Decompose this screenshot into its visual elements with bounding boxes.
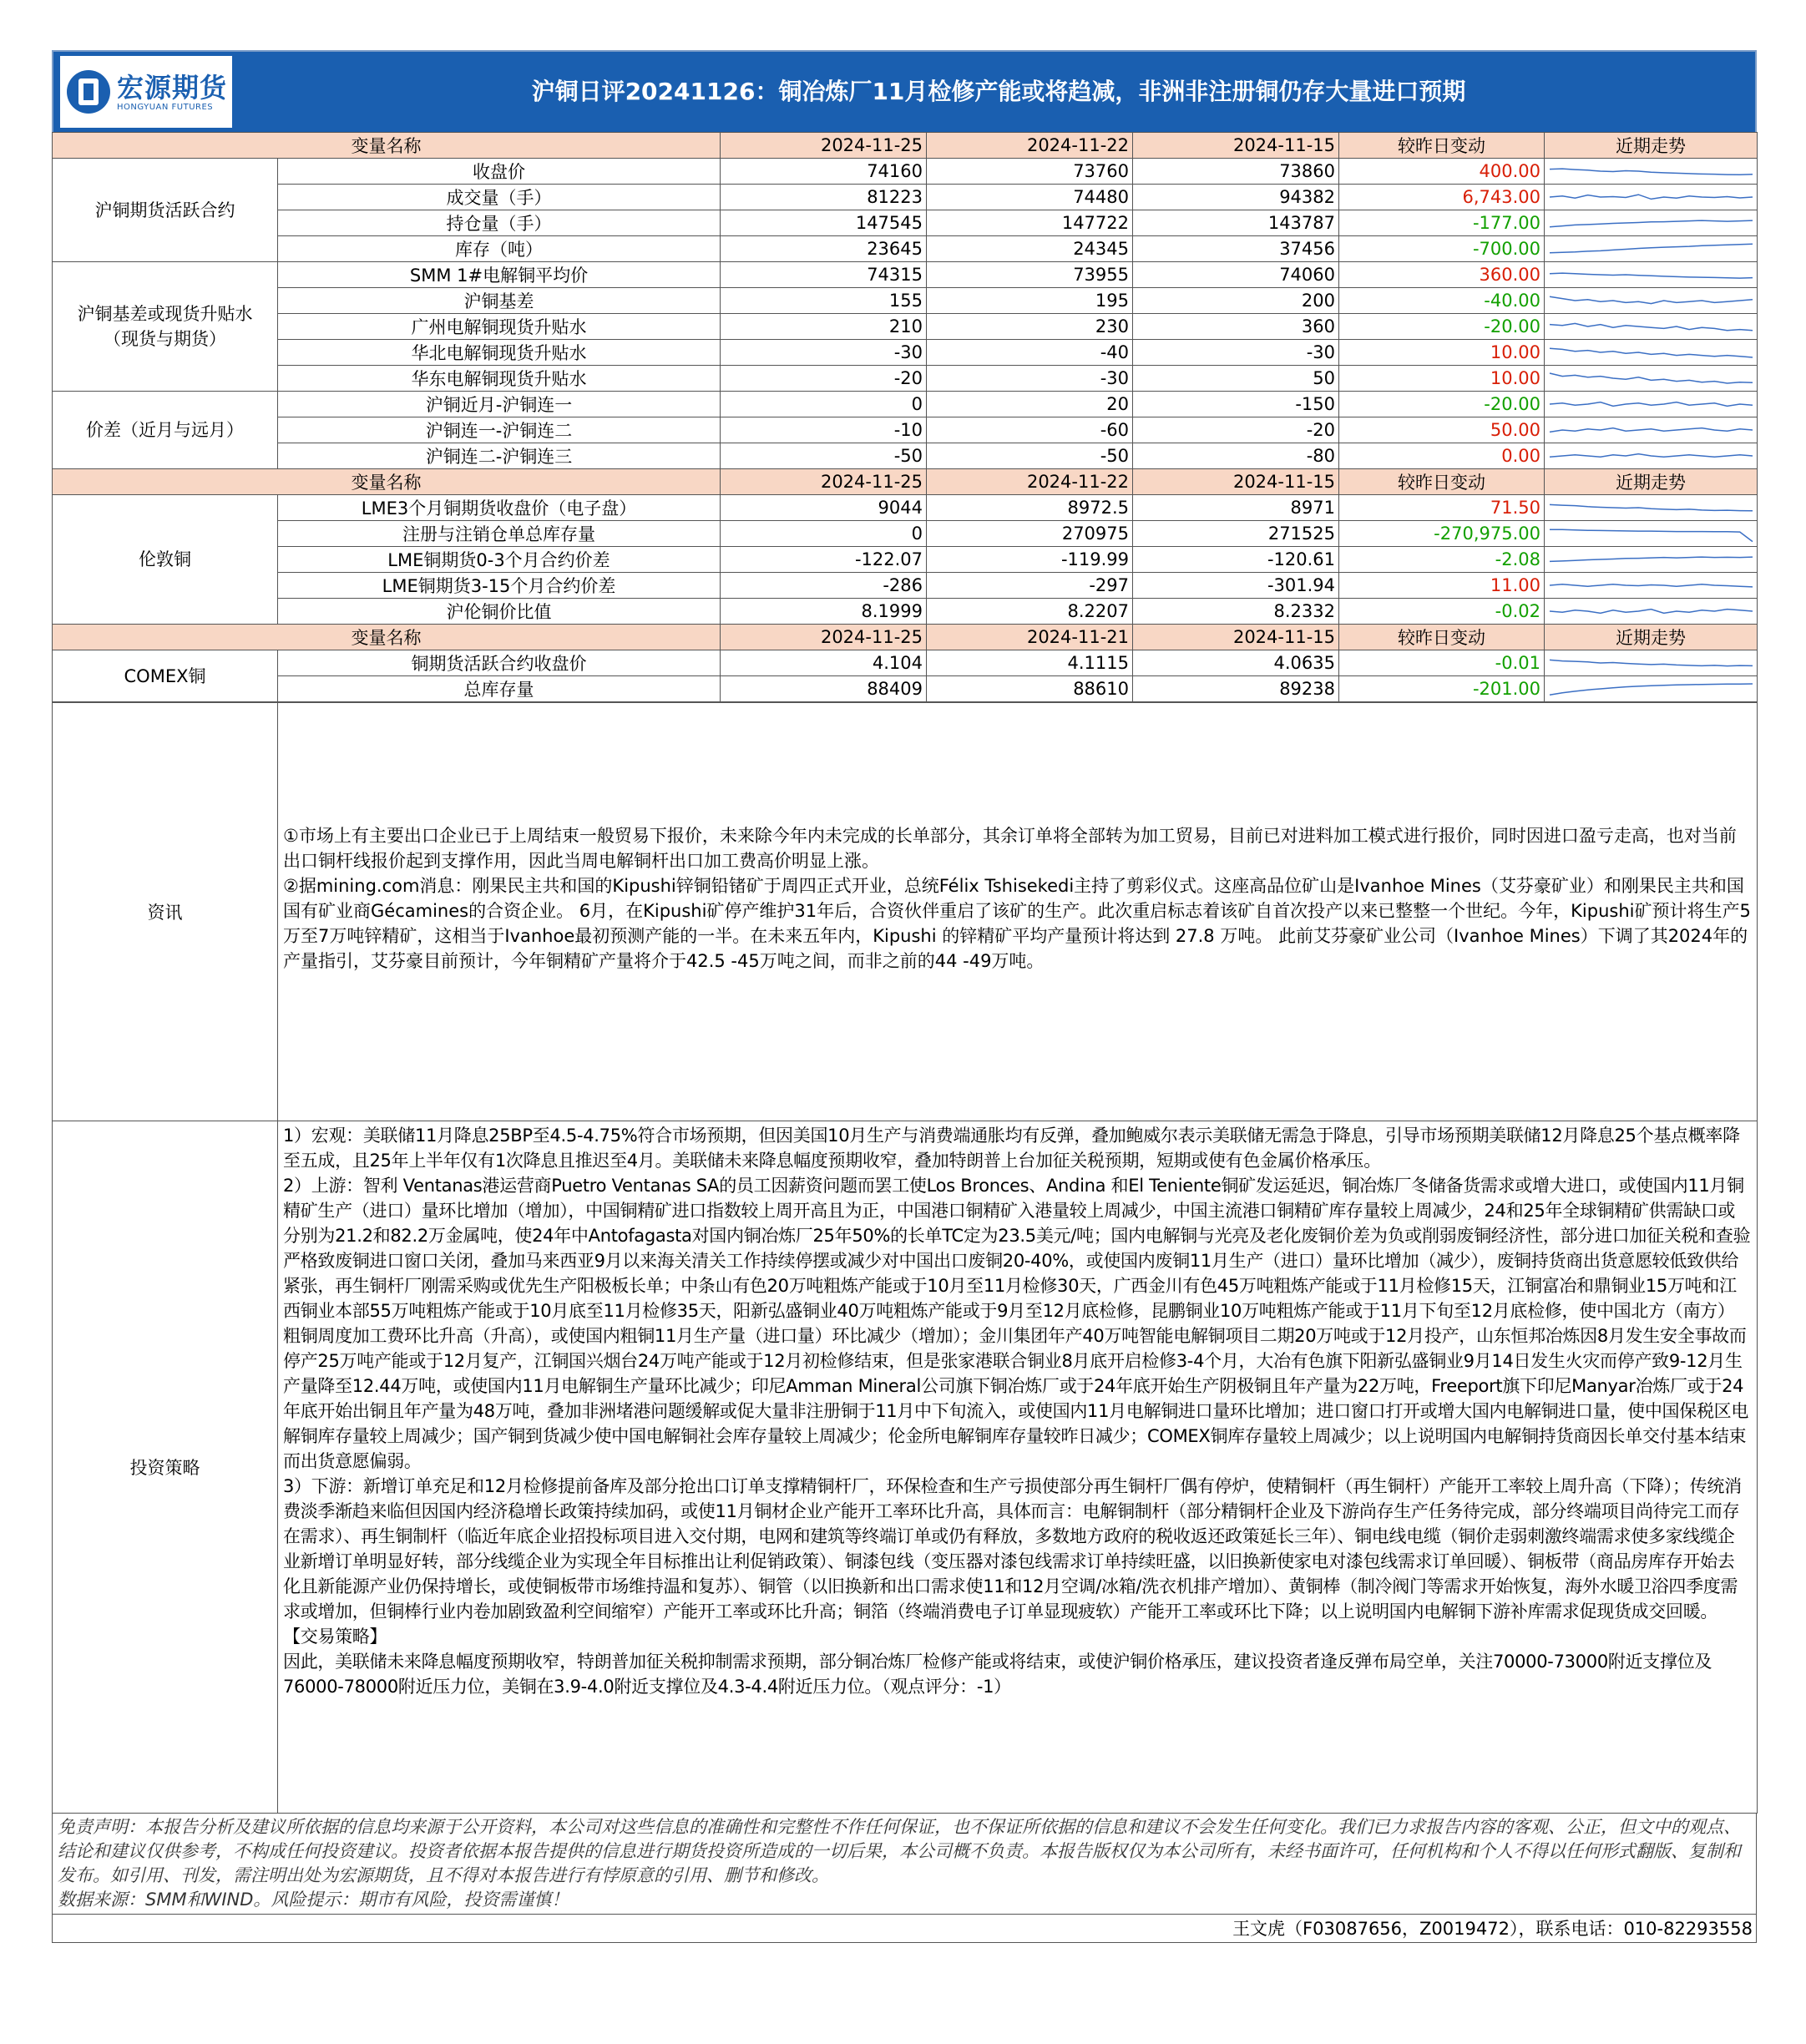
sparkline [1545, 417, 1758, 443]
table-row [53, 392, 1758, 417]
row-label: 沪伦铜价比值 [278, 599, 721, 625]
change-cell: 50.00 [1339, 417, 1545, 443]
group-name: 价差（近月与远月） [86, 420, 244, 440]
value-cell: -40 [927, 340, 1133, 366]
value-cell: -30 [927, 366, 1133, 392]
header-date: 2024-11-25 [721, 625, 927, 650]
value-cell: -301.94 [1133, 573, 1339, 599]
sparkline-path [1550, 296, 1753, 303]
disclaimer: 免责声明：本报告分析及建议所依据的信息均来源于公开资料，本公司对这些信息的准确性和完整性不作任何保证，也不保证所依据的信息和建议不会发生任何变化。我们已力求报告内容的客观、公正，但文中的观点、结论和建议仅供参考，不构成任何投资建议。投资者依据本报告提供的信息进行期货投资所造成的一切后果，本公司概不负责。本报告版权仅为本公司所有，未经书面许可，任何机构和个人不得以任何形式翻版、复制和发布。如引用、刊发，需注明出处为宏源期货，且不得对本报告进行有悖原意的引用、删节和修改。 数据来源：SMM和WIND。风险提示：期市有风险，投资需谨慎！ [52, 1814, 1757, 1915]
table-row [53, 417, 1758, 443]
sparkline-cell [1545, 159, 1758, 185]
header-date: 2024-11-15 [1133, 133, 1339, 159]
table-row [53, 185, 1758, 210]
header-date: 2024-11-15 [1133, 625, 1339, 650]
row-label: 持仓量（手） [278, 210, 721, 236]
change-cell: -700.00 [1339, 236, 1545, 262]
data-table [52, 132, 1758, 702]
value-cell: -297 [927, 573, 1133, 599]
value-cell: 74480 [927, 185, 1133, 210]
value-cell: 37456 [1133, 236, 1339, 262]
group-name-cell [53, 262, 278, 392]
news-text: ①市场上有主要出口企业已于上周结束一般贸易下报价，未来除今年内未完成的长单部分，其余订单将全部转为加工贸易，目前已对进料加工模式进行报价，同时因进口盈亏走高，也对当前出口铜杆线报价起到支撑作用，因此当周电解铜杆出口加工费高价明显上涨。 ②据mining.com消息：刚果民主共和国的Kipushi锌铜铅锗矿于周四正式开业，总统Félix Tshisekedi主持了剪彩仪式。这座高品位矿山是Ivanhoe Mines（艾芬豪矿业）和刚果民主共和国国有矿业商Gécamines的合资企业。 6月，在Kipushi矿停产维护31年后，合资伙伴重启了该矿的生产。此次重启标志着该矿自首次投产以来已整整一个世纪。今年，Kipushi矿预计将生产5万至7万吨锌精矿，这相当于Ivanhoe最初预测产能的一半。在未来五年内，Kipushi 的锌精矿平均产量预计将达到 27.8 万吨。 此前艾芬豪矿业公司（Ivanhoe Mines）下调了其2024年的产量指引，艾芬豪目前预计，今年铜精矿产量将介于42.5 -45万吨之间，而非之前的44 -49万吨。 [283, 826, 1751, 971]
report-title: 沪铜日评20241126：铜冶炼厂11月检修产能或将趋减，非洲非注册铜仍存大量进口预期 [531, 78, 1466, 105]
sparkline-path [1550, 660, 1753, 665]
sparkline-cell [1545, 392, 1758, 417]
value-cell: 155 [721, 288, 927, 314]
header-date: 2024-11-15 [1133, 469, 1339, 495]
header-variable-name: 变量名称 [53, 625, 721, 650]
row-label: 沪铜基差 [278, 288, 721, 314]
value-cell: 73955 [927, 262, 1133, 288]
header-variable-name: 变量名称 [53, 469, 721, 495]
value-cell: 4.104 [721, 650, 927, 676]
table-row [53, 288, 1758, 314]
analyst-contact: 王文虎（F03087656，Z0019472），联系电话：010-82293558 [52, 1915, 1757, 1943]
change-cell: 0.00 [1339, 443, 1545, 469]
change-cell: -20.00 [1339, 392, 1545, 417]
row-label: 沪铜连一-沪铜连二 [278, 417, 721, 443]
value-cell: 147545 [721, 210, 927, 236]
sparkline [1545, 495, 1758, 520]
header-date: 2024-11-25 [721, 133, 927, 159]
value-cell: 0 [721, 521, 927, 547]
sparkline-cell [1545, 547, 1758, 573]
value-cell: 360 [1133, 314, 1339, 340]
table-row [53, 599, 1758, 625]
sparkline-cell [1545, 210, 1758, 236]
row-label: 注册与注销仓单总库存量 [278, 521, 721, 547]
row-label: LME3个月铜期货收盘价（电子盘） [278, 495, 721, 521]
change-cell: -177.00 [1339, 210, 1545, 236]
row-label: 收盘价 [278, 159, 721, 185]
company-logo [60, 56, 232, 128]
sparkline [1545, 262, 1758, 287]
logo-cn-text: 宏源期货 [116, 71, 227, 104]
sparkline-cell [1545, 521, 1758, 547]
sparkline-cell [1545, 417, 1758, 443]
sparkline-path [1550, 610, 1753, 614]
sparkline [1545, 573, 1758, 598]
commentary-table [52, 702, 1758, 1814]
sparkline [1545, 521, 1758, 546]
value-cell: 81223 [721, 185, 927, 210]
sparkline-path [1550, 504, 1753, 510]
row-label: LME铜期货3-15个月合约价差 [278, 573, 721, 599]
sparkline [1545, 650, 1758, 675]
strategy-text: 1）宏观：美联储11月降息25BP至4.5-4.75%符合市场预期，但因美国10月生产与消费端通胀均有反弹，叠加鲍威尔表示美联储无需急于降息，引导市场预期美联储12月降息25个基点概率降至五成，且25年上半年仅有1次降息且推迟至4月。美联储未来降息幅度预期收窄，叠加特朗普上台加征关税预期，短期或使有色金属价格承压。 2）上游：智利 Ventanas港运营商Puetro Ventanas SA的员工因薪资问题而罢工使Los Bronces、Andina 和El Teniente铜矿发运延迟，铜冶炼厂冬储备货需求或增大进口，或使国内11月铜精矿生产（进口）量环比增加（增加），中国铜精矿进口指数较上周开高且为正，中国港口铜精矿入港量较上周减少，中国主流港口铜精矿库存量较上周减少，24和25年全球铜精矿供需缺口或分别为21.2和82.2万金属吨，使24年中Antofagasta对国内铜冶炼厂25年50%的长单TC定为23.5美元/吨；国内电解铜与光亮及老化废铜价差为负或削弱废铜经济性，部分进口加征关税和查验严格致废铜进口窗口关闭，叠加马来西亚9月以来海关清关工作持续停摆或减少对中国出口废铜20-40%，或使国内废铜11月生产（进口）量环比增加（减少），废铜持货商出货意愿较低致供给紧张，再生铜杆厂刚需采购或优先生产阳极板长单；中条山有色20万吨粗炼产能或于10月至11月检修30天，广西金川有色45万吨粗炼产能或于11月检修15天，江铜富冶和鼎铜业15万吨和江西铜业本部55万吨粗炼产能或于10月底至11月检修35天，阳新弘盛铜业40万吨粗炼产能或于9月至12月底检修，昆鹏铜业10万吨粗炼产能或于11月下旬至12月底检修，使中国北方（南方）粗铜周度加工费环比升高（升高），或使国内粗铜11月生产量（进口量）环比减少（增加）；金川集团年产40万吨智能电解铜项目二期20万吨或于12月投产，山东恒邦冶炼因8月发生安全事故而停产25万吨产能或于12月复产，江铜国兴烟台24万吨产能或于12月初检修结束，但是张家港联合铜业8月底开启检修3-4个月，大冶有色旗下阳新弘盛铜业9月14日发生火灾而停产致9-12月生产量降至12.44万吨，或使国内11月电解铜生产量环比减少；印尼Amman Mineral公司旗下铜冶炼厂或于24年底开始生产阴极铜且年产量为22万吨，Freeport旗下印尼Manyar冶炼厂或于24年底开始出铜且年产量为48万吨，叠加非洲堵港问题缓解或促大量非注册铜于11月中下旬流入，或使国内11月电解铜进口量环比增加；进口窗口打开或增大国内电解铜进口量，使中国保税区电解铜库存量较上周减少；国产铜到货减少使中国电解铜社会库存量较上周减少；伦金所电解铜库存量较昨日减少；COMEX铜库存量较上周减少；以上说明国内电解铜持货商因长单交付基本结束而出货意愿偏弱。 3）下游：新增订单充足和12月检修提前备库及部分抢出口订单支撑精铜杆厂，环保检查和生产亏损使部分再生铜杆厂偶有停炉，使精铜杆（再生铜杆）产能开工率较上周升高（下降）；传统消费淡季渐趋来临但因国内经济稳增长政策持续加码，或使11月铜材企业产能开工率环比升高，具体而言：电解铜制杆（部分精铜杆企业及下游尚存生产任务待完成，部分终端项目尚待完工而存在需求）、再生铜制杆（临近年底企业招投标项目进入交付期，电网和建筑等终端订单或仍有释放，多数地方政府的税收返还政策延长三年）、铜电线电缆（铜价走弱刺激终端需求使多家线缆企业新增订单明显好转，部分线缆企业为实现全年目标推出让利促销政策）、铜漆包线（变压器对漆包线需求订单持续旺盛，以旧换新使家电对漆包线需求订单回暖）、铜板带（商品房库存开始去化且新能源产业仍保持增长，或使铜板带市场维持温和复苏）、铜管（以旧换新和出口需求使11和12月空调/冰箱/洗衣机排产增加）、黄铜棒（制冷阀门等需求开始恢复，海外水暖卫浴四季度需求或增加，但铜棒行业内卷加剧致盈利空间缩窄）产能开工率或环比升高；铜箔（终端消费电子订单显现疲软）产能开工率或环比下降；以上说明国内电解铜下游补库需求促现货成交回暖。 【交易策略】 因此，美联储未来降息幅度预期收窄，特朗普加征关税抑制需求预期，部分铜冶炼厂检修产能或将结束，或使沪铜价格承压，建议投资者逢反弹布局空单，关注70000-73000附近支撑位及76000-78000附近压力位，美铜在3.9-4.0附近支撑位及4.3-4.4附近压力位。（观点评分：-1） [278, 1121, 1758, 1814]
sparkline-path [1550, 373, 1753, 383]
header-trend: 近期走势 [1545, 133, 1758, 159]
header-change: 较昨日变动 [1339, 469, 1545, 495]
sparkline-path [1550, 244, 1753, 253]
table-row [53, 650, 1758, 676]
sparkline-path [1550, 273, 1753, 278]
value-cell: -60 [927, 417, 1133, 443]
table-row [53, 210, 1758, 236]
table-row [53, 236, 1758, 262]
value-cell: 271525 [1133, 521, 1339, 547]
sparkline-cell [1545, 262, 1758, 288]
strategy-label: 投资策略 [53, 1121, 278, 1814]
sparkline [1545, 314, 1758, 339]
header-trend: 近期走势 [1545, 625, 1758, 650]
change-cell: -270,975.00 [1339, 521, 1545, 547]
value-cell: -30 [1133, 340, 1339, 366]
change-cell: 71.50 [1339, 495, 1545, 521]
sparkline [1545, 676, 1758, 701]
value-cell: 74160 [721, 159, 927, 185]
row-label: 库存（吨） [278, 236, 721, 262]
sparkline-cell [1545, 573, 1758, 599]
sparkline [1545, 366, 1758, 391]
change-cell: 11.00 [1339, 573, 1545, 599]
row-label: 铜期货活跃合约收盘价 [278, 650, 721, 676]
sparkline-cell [1545, 314, 1758, 340]
value-cell: 73760 [927, 159, 1133, 185]
value-cell: -286 [721, 573, 927, 599]
sparkline-cell [1545, 495, 1758, 521]
strategy-row [53, 1121, 1758, 1814]
value-cell: -150 [1133, 392, 1339, 417]
value-cell: 24345 [927, 236, 1133, 262]
value-cell: 88610 [927, 676, 1133, 702]
table-row [53, 547, 1758, 573]
value-cell: 74315 [721, 262, 927, 288]
change-cell: -0.02 [1339, 599, 1545, 625]
sparkline [1545, 210, 1758, 235]
value-cell: 200 [1133, 288, 1339, 314]
table-row [53, 521, 1758, 547]
sparkline-cell [1545, 650, 1758, 676]
row-label: LME铜期货0-3个月合约价差 [278, 547, 721, 573]
value-cell: 88409 [721, 676, 927, 702]
sparkline-path [1550, 529, 1753, 541]
sparkline-path [1550, 195, 1753, 199]
value-cell: 50 [1133, 366, 1339, 392]
value-cell: 89238 [1133, 676, 1339, 702]
value-cell: 8971 [1133, 495, 1339, 521]
value-cell: -30 [721, 340, 927, 366]
change-cell: 10.00 [1339, 340, 1545, 366]
sparkline-cell [1545, 599, 1758, 625]
table-row [53, 366, 1758, 392]
header-change: 较昨日变动 [1339, 625, 1545, 650]
logo-en-text: HONGYUAN FUTURES [116, 102, 214, 112]
value-cell: -20 [721, 366, 927, 392]
sparkline-path [1550, 557, 1753, 561]
sparkline [1545, 288, 1758, 313]
sparkline-cell [1545, 288, 1758, 314]
value-cell: 8.2332 [1133, 599, 1339, 625]
data-table-body [53, 133, 1758, 702]
value-cell: 4.1115 [927, 650, 1133, 676]
header-change: 较昨日变动 [1339, 133, 1545, 159]
value-cell: 270975 [927, 521, 1133, 547]
section-header-row [53, 133, 1758, 159]
header-variable-name: 变量名称 [53, 133, 721, 159]
sparkline-path [1550, 584, 1753, 587]
table-row [53, 262, 1758, 288]
change-cell: 6,743.00 [1339, 185, 1545, 210]
report-sheet [52, 50, 1757, 1943]
change-cell: -201.00 [1339, 676, 1545, 702]
change-cell: 400.00 [1339, 159, 1545, 185]
value-cell: -10 [721, 417, 927, 443]
value-cell: -50 [721, 443, 927, 469]
sparkline-cell [1545, 340, 1758, 366]
value-cell: 9044 [721, 495, 927, 521]
group-name: 沪铜基差或现货升贴水 [77, 304, 253, 324]
sparkline-path [1550, 348, 1753, 357]
header-date: 2024-11-25 [721, 469, 927, 495]
header-date: 2024-11-22 [927, 469, 1133, 495]
row-label: 广州电解铜现货升贴水 [278, 314, 721, 340]
value-cell: 8.2207 [927, 599, 1133, 625]
hongyuan-logo-icon [65, 68, 112, 115]
table-row [53, 314, 1758, 340]
sparkline-path [1550, 428, 1753, 433]
row-label: 华东电解铜现货升贴水 [278, 366, 721, 392]
value-cell: 195 [927, 288, 1133, 314]
value-cell: 230 [927, 314, 1133, 340]
sparkline-cell [1545, 236, 1758, 262]
news-row [53, 703, 1758, 1121]
value-cell: 74060 [1133, 262, 1339, 288]
section-header-row [53, 469, 1758, 495]
news-cell [278, 703, 1758, 1121]
group-name-cell [53, 392, 278, 469]
sparkline [1545, 443, 1758, 468]
value-cell: -122.07 [721, 547, 927, 573]
row-label: 沪铜近月-沪铜连一 [278, 392, 721, 417]
group-name: 沪铜期货活跃合约 [94, 200, 235, 220]
value-cell: 94382 [1133, 185, 1339, 210]
group-subname: （现货与期货） [104, 329, 226, 349]
report-header [52, 50, 1757, 132]
value-cell: 23645 [721, 236, 927, 262]
header-date: 2024-11-21 [927, 625, 1133, 650]
group-name: 伦敦铜 [139, 549, 191, 569]
row-label: SMM 1#电解铜平均价 [278, 262, 721, 288]
change-cell: -2.08 [1339, 547, 1545, 573]
header-trend: 近期走势 [1545, 469, 1758, 495]
sparkline [1545, 599, 1758, 624]
sparkline [1545, 547, 1758, 572]
table-row [53, 159, 1758, 185]
sparkline [1545, 340, 1758, 365]
group-name-cell [53, 159, 278, 262]
row-label: 成交量（手） [278, 185, 721, 210]
change-cell: -20.00 [1339, 314, 1545, 340]
row-label: 总库存量 [278, 676, 721, 702]
sparkline-path [1550, 454, 1753, 458]
sparkline-path [1550, 169, 1753, 175]
value-cell: -20 [1133, 417, 1339, 443]
sparkline-path [1550, 402, 1753, 407]
change-cell: -0.01 [1339, 650, 1545, 676]
value-cell: 8972.5 [927, 495, 1133, 521]
section-header-row [53, 625, 1758, 650]
header-date: 2024-11-22 [927, 133, 1133, 159]
table-row [53, 443, 1758, 469]
sparkline-path [1550, 684, 1753, 695]
sparkline [1545, 185, 1758, 210]
table-row [53, 676, 1758, 702]
group-name-cell [53, 650, 278, 702]
sparkline [1545, 159, 1758, 184]
value-cell: 20 [927, 392, 1133, 417]
value-cell: 147722 [927, 210, 1133, 236]
value-cell: 4.0635 [1133, 650, 1339, 676]
change-cell: -40.00 [1339, 288, 1545, 314]
change-cell: 10.00 [1339, 366, 1545, 392]
row-label: 华北电解铜现货升贴水 [278, 340, 721, 366]
sparkline [1545, 392, 1758, 417]
sparkline [1545, 236, 1758, 261]
table-row [53, 340, 1758, 366]
table-row [53, 573, 1758, 599]
sparkline-cell [1545, 443, 1758, 469]
value-cell: 143787 [1133, 210, 1339, 236]
row-label: 沪铜连二-沪铜连三 [278, 443, 721, 469]
value-cell: 210 [721, 314, 927, 340]
sparkline-cell [1545, 366, 1758, 392]
group-name: COMEX铜 [124, 665, 206, 686]
sparkline-cell [1545, 676, 1758, 702]
value-cell: 8.1999 [721, 599, 927, 625]
sparkline-path [1550, 220, 1753, 227]
group-name-cell [53, 495, 278, 625]
value-cell: -50 [927, 443, 1133, 469]
value-cell: -119.99 [927, 547, 1133, 573]
change-cell: 360.00 [1339, 262, 1545, 288]
sparkline-path [1550, 323, 1753, 330]
value-cell: -120.61 [1133, 547, 1339, 573]
news-label: 资讯 [53, 703, 278, 1121]
sparkline-cell [1545, 185, 1758, 210]
value-cell: 0 [721, 392, 927, 417]
value-cell: -80 [1133, 443, 1339, 469]
value-cell: 73860 [1133, 159, 1339, 185]
table-row [53, 495, 1758, 521]
